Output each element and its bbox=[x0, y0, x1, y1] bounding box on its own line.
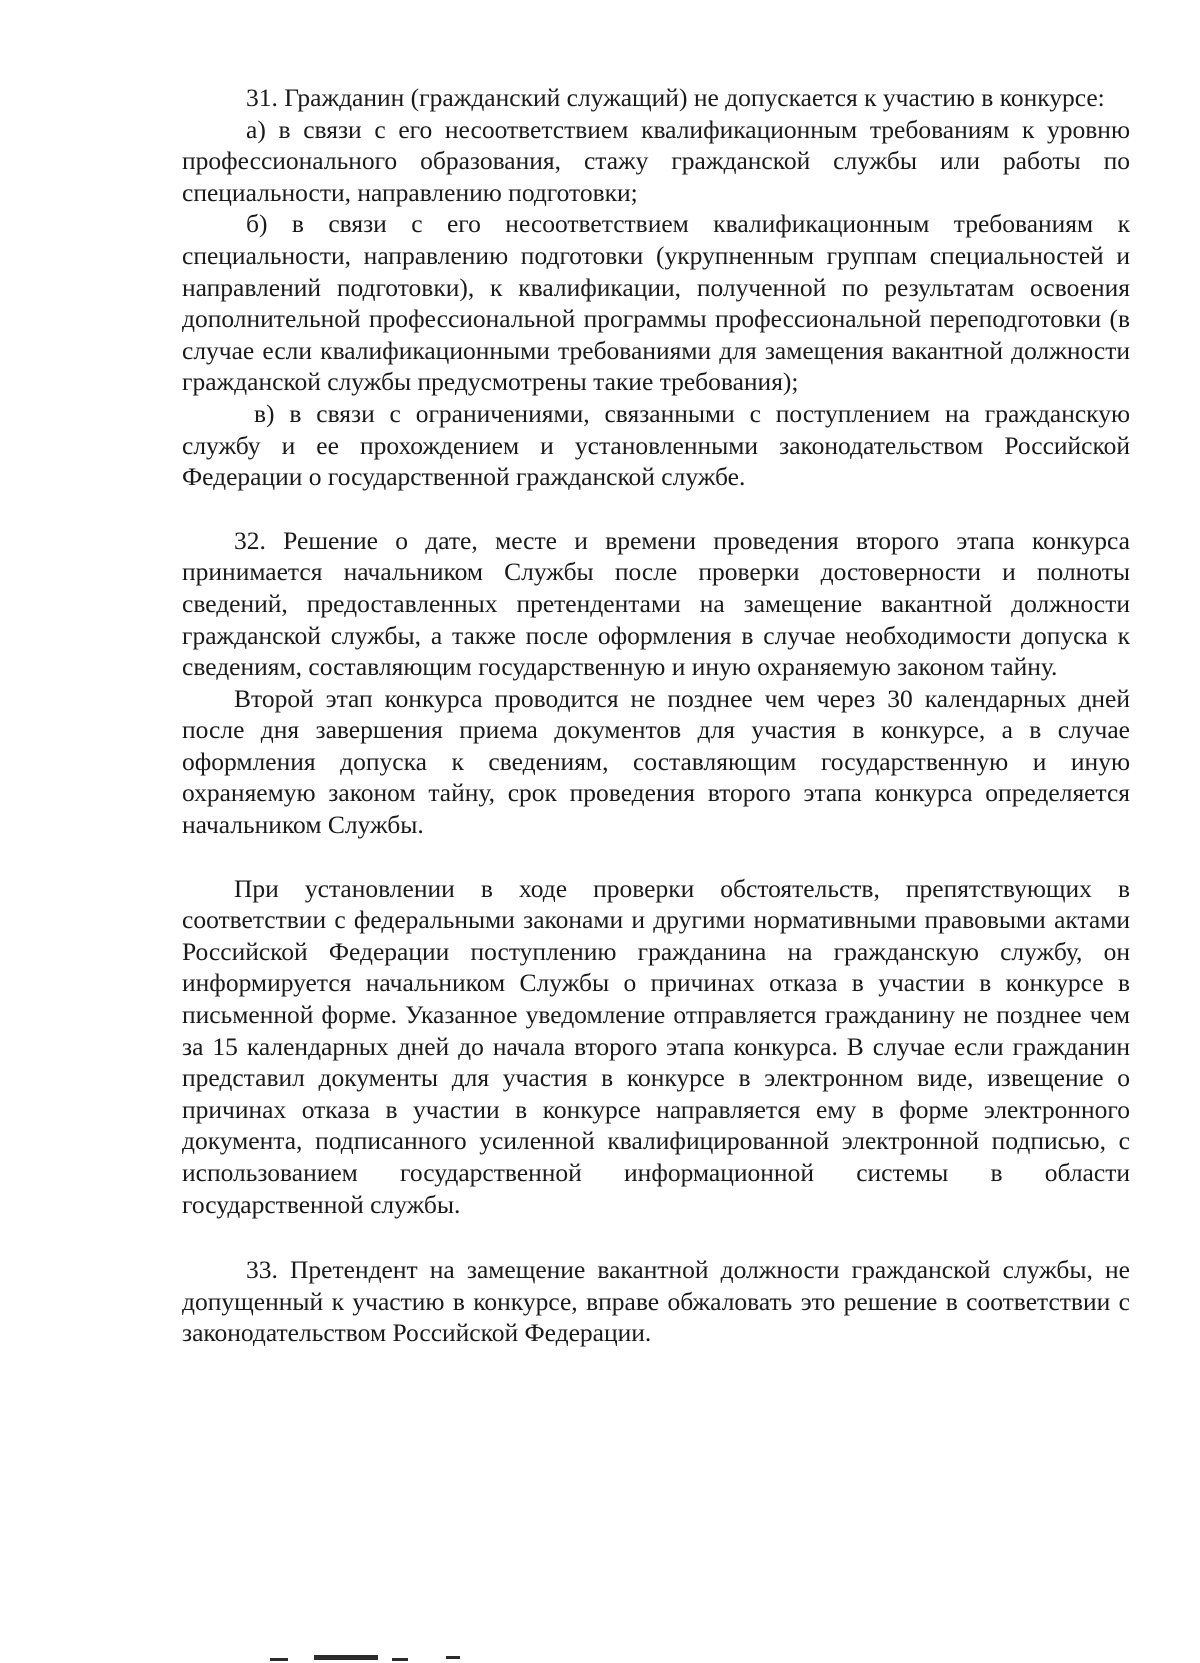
scan-mark bbox=[270, 1658, 288, 1661]
scan-mark bbox=[446, 1656, 460, 1659]
document-page bbox=[182, 82, 1130, 1349]
scan-mark bbox=[392, 1658, 408, 1661]
scan-mark bbox=[314, 1655, 378, 1660]
scan-edge-marks bbox=[270, 1652, 490, 1663]
paragraph-gap bbox=[182, 493, 1130, 525]
paragraph-31: 31. Гражданин (гражданский служащий) не допускается к участию в конкурсе: bbox=[246, 83, 1105, 112]
paragraph-gap bbox=[182, 841, 1130, 873]
paragraph-32-refusal: При установлении в ходе проверки обстоятельств, препятствующих в соответствии с федеральными законами и другими нормативными правовыми актами Российской Федерации поступлению гражданина на гражданскую службу, он информируется начальником Службы о причинах отказа в участии в конкурсе в письменной форме. Указанное уведомление отправляется гражданину не позднее чем за 15 календарных дней до начала второго этапа конкурса. В случае если гражданин представил документы для участия в конкурсе в электронном виде, извещение о причинах отказа в участии в конкурсе направляется ему в форме электронного документа, подписанного усиленной квалифицированной электронной подписью, с использованием государственной информационной системы в области государственной службы. bbox=[182, 873, 1130, 1219]
paragraph-31-a: а) в связи с его несоответствием квалификационным требованиям к уровню профессионального образования, стажу гражданской службы или работы по специальности, направлению подготовки; bbox=[182, 114, 1130, 207]
paragraph-31-b: б) в связи с его несоответствием квалификационным требованиям к специальности, направлению подготовки (укрупненным группам специальностей и направлений подготовки), к квалификации, полученной по результатам освоения дополнительной профессиональной программы профессиональной переподготовки (в случае если квалификационными требованиями для замещения вакантной должности гражданской службы предусмотрены такие требования); bbox=[182, 209, 1130, 397]
paragraph-gap bbox=[182, 1220, 1130, 1254]
paragraph-32: 32. Решение о дате, месте и времени проведения второго этапа конкурса принимается начальником Службы после проверки достоверности и полноты сведений, предоставленных претендентами на замещение вакантной должности гражданской службы, а также после оформления в случае необходимости допуска к сведениям, составляющим государственную и иную охраняемую законом тайну. bbox=[182, 525, 1130, 682]
paragraph-31-v: в) в связи с ограничениями, связанными с поступлением на гражданскую службу и ее прохождением и установленными законодательством Российской Федерации о государственной гражданской службе. bbox=[182, 398, 1130, 492]
paragraph-32-second-stage: Второй этап конкурса проводится не позднее чем через 30 календарных дней после дня завершения приема документов для участия в конкурсе, а в случае оформления допуска к сведениям, составляющим государственную и иную охраняемую законом тайну, срок проведения второго этапа конкурса определяется начальником Службы. bbox=[182, 683, 1130, 840]
paragraph-33: 33. Претендент на замещение вакантной должности гражданской службы, не допущенный к участию в конкурсе, вправе обжаловать это решение в соответствии с законодательством Российской Федерации. bbox=[182, 1255, 1130, 1348]
